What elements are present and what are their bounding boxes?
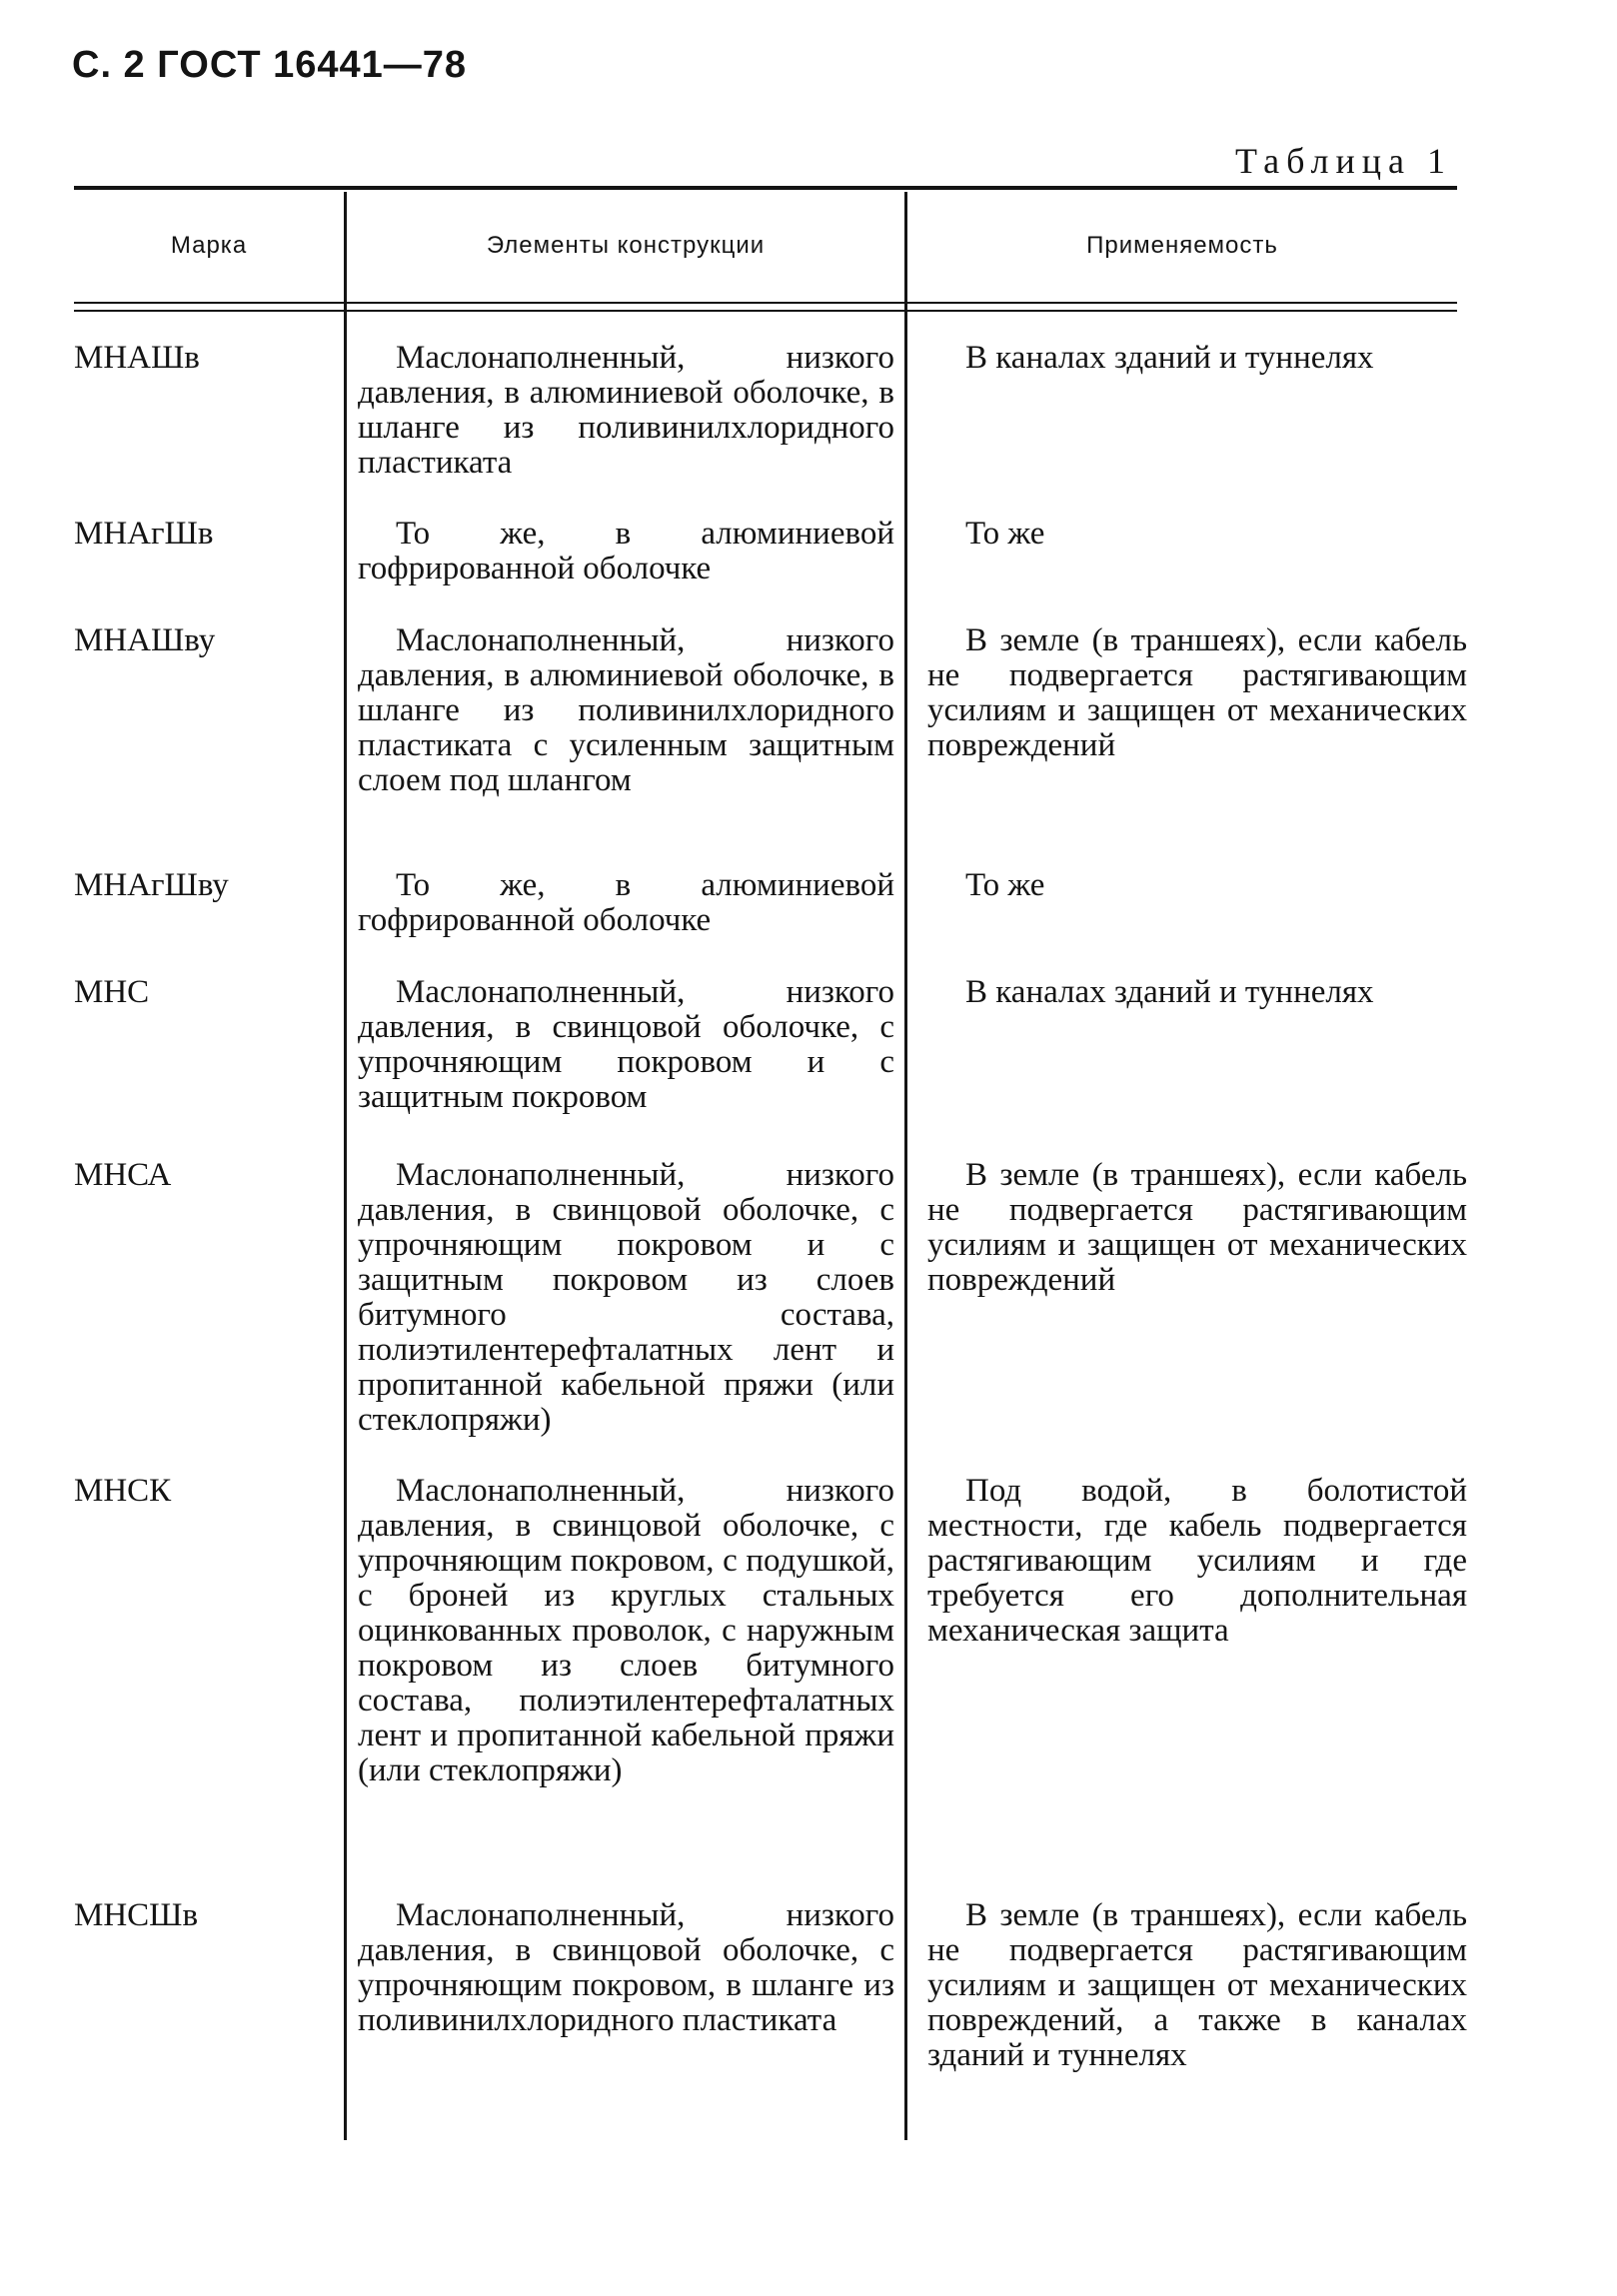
row-1-elements: Маслонаполненный, низкого давления, в алюминиевой оболочке, в шланге из поливинилхлоридного пластиката [358, 340, 894, 481]
column-divider-2 [904, 192, 907, 2140]
row-1-usage: В каналах зданий и туннелях [965, 340, 1374, 376]
column-divider-1 [344, 192, 347, 2140]
row-2-usage: То же [965, 516, 1045, 552]
row-3-elements: Маслонаполненный, низкого давления, в алюминиевой оболочке, в шланге из поливинилхлоридного пластиката с усиленным защитным слоем под шлангом [358, 622, 894, 798]
row-3-mark: МНАШву [74, 622, 216, 658]
header-double-rule-lower [74, 310, 1457, 312]
row-6-elements: Маслонаполненный, низкого давления, в свинцовой оболочке, с упрочняющим покровом и с защитным покровом из слоев битумного состава, полиэтилентерефталатных лент и пропитанной кабельной пряжи (или стеклопряжи) [358, 1157, 894, 1438]
row-7-elements: Маслонаполненный, низкого давления, в свинцовой оболочке, с упрочняющим покровом, с подушкой, с броней из круглых стальных оцинкованных проволок, с наружным покровом из слоев битумного состава, полиэтилентерефталатных лент и пропитанной кабельной пряжи (или стеклопряжи) [358, 1473, 894, 1788]
page-header: С. 2 ГОСТ 16441—78 [72, 44, 468, 86]
column-header-elements: Элементы конструкции [486, 232, 766, 259]
row-3-usage: В земле (в траншеях), если кабель не подвергается растягивающим усилиям и защищен от механических повреждений [927, 622, 1467, 763]
row-2-elements: То же, в алюминиевой гофрированной оболочке [358, 516, 894, 586]
row-8-usage: В земле (в траншеях), если кабель не подвергается растягивающим усилиям и защищен от механических повреждений, а также в каналах зданий и туннелях [927, 1897, 1467, 2073]
row-2-mark: МНАгШв [74, 516, 214, 552]
row-4-usage: То же [965, 867, 1045, 903]
table-top-rule [74, 186, 1457, 190]
row-5-elements: Маслонаполненный, низкого давления, в свинцовой оболочке, с упрочняющим покровом и с защитным покровом [358, 974, 894, 1115]
row-5-usage: В каналах зданий и туннелях [965, 974, 1374, 1010]
table-caption: Таблица 1 [1235, 141, 1452, 181]
column-header-mark: Марка [170, 232, 248, 259]
row-8-elements: Маслонаполненный, низкого давления, в свинцовой оболочке, с упрочняющим покровом, в шланге из поливинилхлоридного пластиката [358, 1897, 894, 2038]
row-6-mark: МНСА [74, 1157, 172, 1193]
row-8-mark: МНСШв [74, 1897, 199, 1933]
row-4-elements: То же, в алюминиевой гофрированной оболочке [358, 867, 894, 938]
column-header-usage: Применяемость [1086, 232, 1278, 259]
row-7-usage: Под водой, в болотистой местности, где кабель подвергается растягивающим усилиям и где требуется его дополнительная механическая защита [927, 1473, 1467, 1649]
row-4-mark: МНАгШву [74, 867, 229, 903]
header-double-rule-upper [74, 302, 1457, 304]
row-5-mark: МНС [74, 974, 150, 1010]
row-6-usage: В земле (в траншеях), если кабель не подвергается растягивающим усилиям и защищен от механических повреждений [927, 1157, 1467, 1298]
row-7-mark: МНСК [74, 1473, 172, 1509]
row-1-mark: МНАШв [74, 340, 200, 376]
